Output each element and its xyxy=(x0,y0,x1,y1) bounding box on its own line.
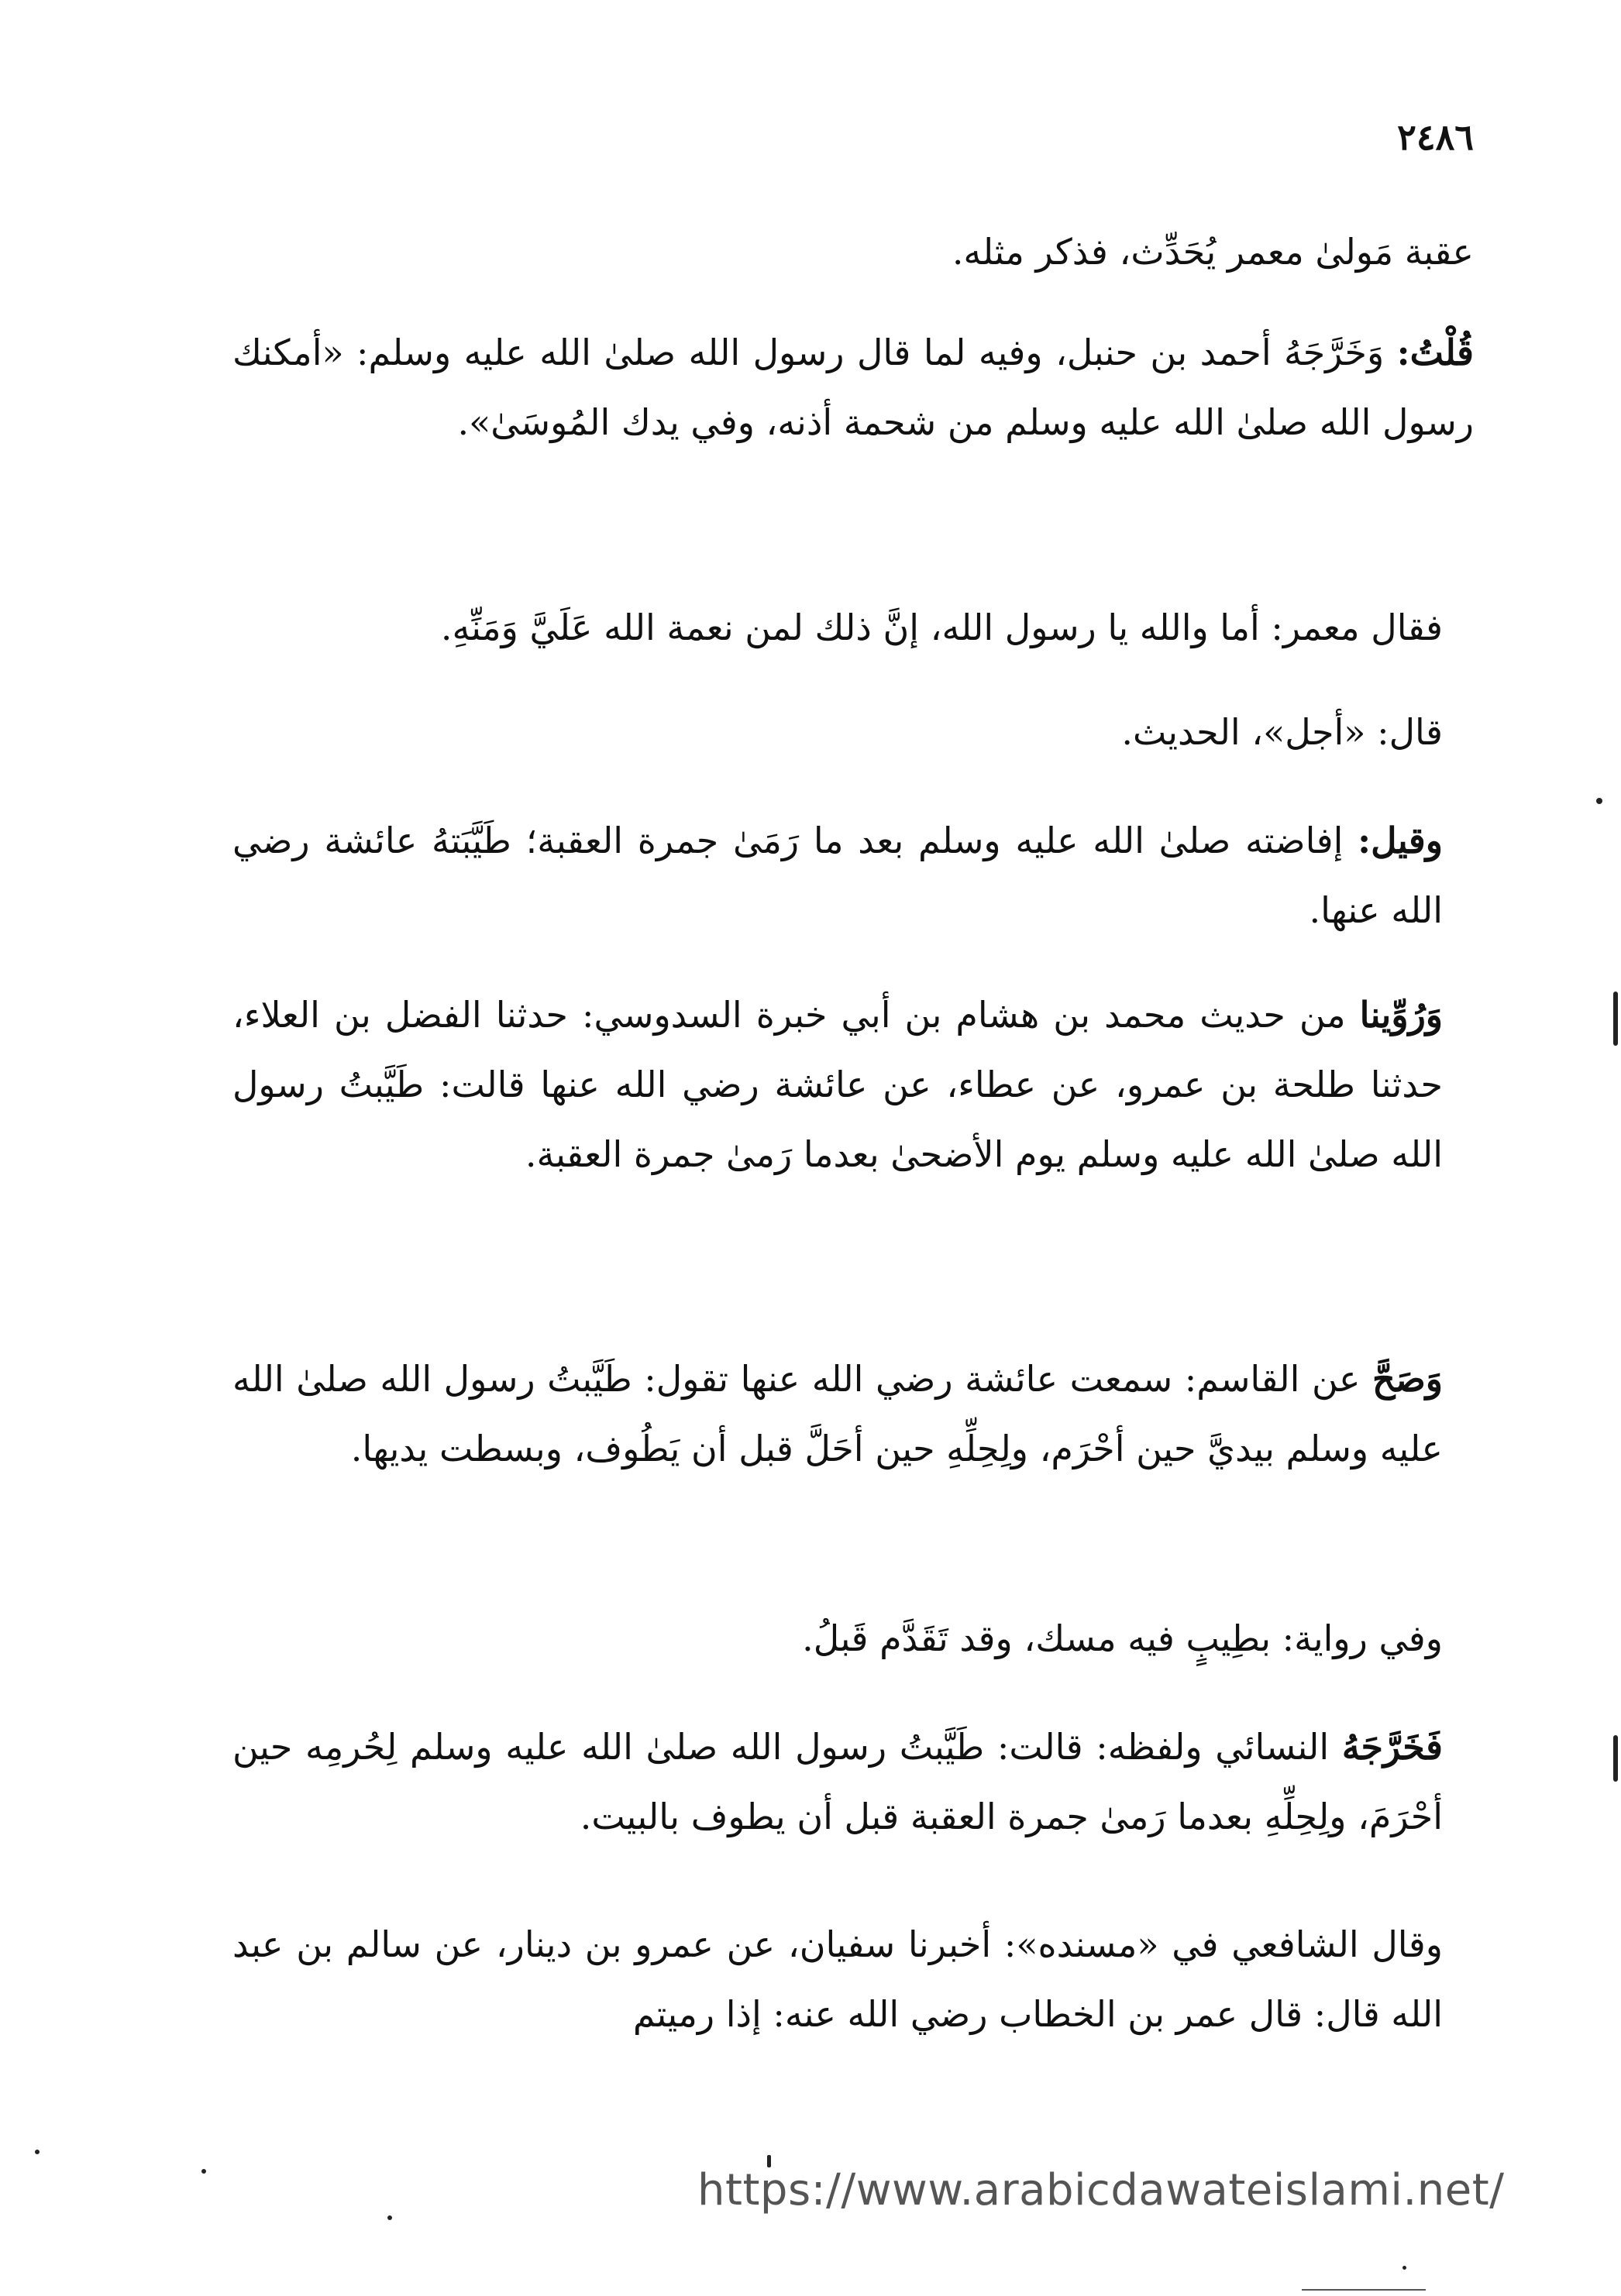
paragraph-lead: فَخَرَّجَهُ xyxy=(1341,1726,1443,1768)
paragraph-text: وَخَرَّجَهُ أحمد بن حنبل، وفيه لما قال رسول الله صلىٰ الله عليه وسلم: «أمكنك رسول الله صلىٰ الله عليه وسلم من شحمة أذنه، وفي يدك المُوسَىٰ». xyxy=(232,332,1474,443)
scan-speck xyxy=(387,2215,392,2220)
margin-mark xyxy=(1613,992,1618,1046)
page-number: ٢٤٨٦ xyxy=(1397,116,1474,158)
footer-url[interactable]: https://www.arabicdawateislami.net/ xyxy=(697,2165,1505,2215)
scan-speck xyxy=(201,2169,206,2174)
paragraph-3 xyxy=(232,593,1474,662)
scan-speck xyxy=(35,2150,40,2154)
paragraph-4 xyxy=(232,697,1474,767)
paragraph-text: من حديث محمد بن هشام بن أبي خبرة السدوسي: حدثنا الفضل بن العلاء، حدثنا طلحة بن عمرو، عن عطاء، عن عائشة رضي الله عنها قالت: طَيَّبتُ رسول الله صلىٰ الله عليه وسلم يوم الأضحىٰ بعدما رَمىٰ جمرة العقبة. xyxy=(232,994,1443,1175)
paragraph-text: النسائي ولفظه: قالت: طَيَّبتُ رسول الله صلىٰ الله عليه وسلم لِحُرمِه حين أحْرَمَ، ولِحِلِّهِ بعدما رَمىٰ جمرة العقبة قبل أن يطوف بالبيت. xyxy=(232,1726,1443,1837)
paragraph-text: وفي رواية: بطِيبٍ فيه مسك، وقد تَقَدَّم قَبلُ. xyxy=(802,1617,1443,1659)
scan-speck xyxy=(1596,798,1602,804)
paragraph-lead: وَصَحَّ xyxy=(1372,1358,1443,1400)
paragraph-lead: قُلْتُ: xyxy=(1396,332,1474,373)
paragraph-10 xyxy=(232,1909,1474,2049)
scan-speck xyxy=(1402,2266,1406,2270)
paragraph-1 xyxy=(232,217,1474,287)
paragraph-text: فقال معمر: أما والله يا رسول الله، إنَّ ذلك لمن نعمة الله عَلَيَّ وَمَنِّهِ. xyxy=(440,607,1443,648)
paragraph-2 xyxy=(232,318,1474,457)
paragraph-text: عقبة مَولىٰ معمر يُحَدِّث، فذكر مثله. xyxy=(952,231,1474,273)
margin-mark xyxy=(1613,1735,1618,1782)
paragraph-8 xyxy=(232,1603,1474,1673)
paragraph-text: قال: «أجل»، الحديث. xyxy=(1121,711,1443,753)
paragraph-9 xyxy=(232,1712,1474,1851)
paragraph-lead: وقيل: xyxy=(1358,820,1443,861)
paragraph-text: وقال الشافعي في «مسنده»: أخبرنا سفيان، عن عمرو بن دينار، عن سالم بن عبد الله قال: قال عمر بن الخطاب رضي الله عنه: إذا رميتم xyxy=(232,1923,1443,2035)
paragraph-6 xyxy=(232,980,1474,1189)
paragraph-lead: وَرُوِّينا xyxy=(1359,994,1443,1036)
paragraph-text: إفاضته صلىٰ الله عليه وسلم بعد ما رَمَىٰ جمرة العقبة؛ طَيَّبَتهُ عائشة رضي الله عنها. xyxy=(232,820,1443,931)
paragraph-text: عن القاسم: سمعت عائشة رضي الله عنها تقول: طَيَّبتُ رسول الله صلىٰ الله عليه وسلم بيديَّ حين أحْرَم، ولِحِلِّهِ حين أحَلَّ قبل أن يَطُوف، وبسطت يديها. xyxy=(232,1358,1443,1469)
paragraph-7 xyxy=(232,1344,1474,1483)
footer-rule xyxy=(1302,2289,1426,2291)
paragraph-5 xyxy=(232,806,1474,945)
